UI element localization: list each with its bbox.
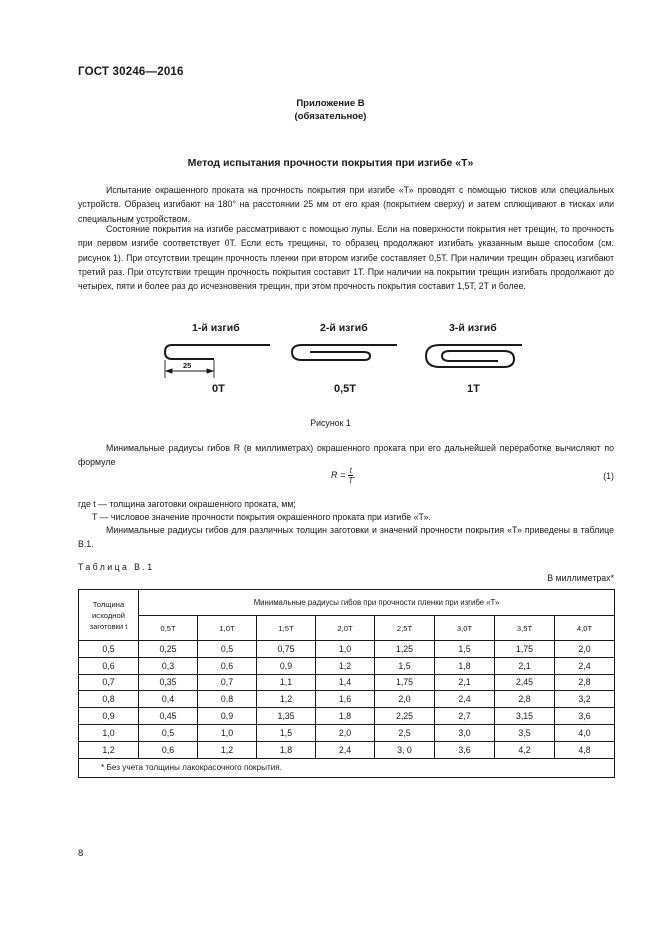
paragraph-2-text: Состояние покрытия на изгибе рассматривают с помощью лупы. Если на поверхности покрытия нет трещин, то прочность при первом изгибе соответствует 0Т. Если есть трещины, то образец продолжают изгибать указанным выше способом (см. рисунок 1). При отсутствии трещин прочность пленки при втором изгибе составляет 0,5Т. При наличии трещин образец изгибают третий раз. При отсутствии трещин прочность покрытия составит 1Т. При наличии на покрытии трещин изгибать продолжают до четырех, пяти и более раз до исчезновения трещин, при этом прочность покрытия составит 1,5Т, 2Т и более. [78,224,614,292]
column-header: 2,0Т [316,616,375,641]
formula-numerator: t [349,466,352,475]
formula-denominator: T [348,476,354,485]
formula-lhs: R = [331,469,346,480]
table-body [79,641,615,759]
column-header: 1,0Т [198,616,257,641]
bend-3-value: 1Т [467,383,480,395]
radius-cell: 1,75 [495,641,555,658]
radius-cell: 0,6 [198,657,257,674]
radius-cell: 3,0 [435,724,495,741]
table-row [79,691,615,708]
bend-2-label: 2-й изгиб [320,322,368,334]
radius-cell: 3,5 [495,724,555,741]
radius-cell: 3,6 [555,708,615,725]
bend-2-strip [292,345,397,360]
radius-cell: 0,5 [198,641,257,658]
radius-cell: 1,25 [375,641,435,658]
radius-cell: 4,8 [555,741,615,758]
radius-cell: 1,8 [435,657,495,674]
radius-cell: 1,8 [316,708,375,725]
radius-cell: 1,5 [257,724,316,741]
thickness-cell: 0,6 [79,657,139,674]
paragraph-3-text: Минимальные радиусы гибов R (в миллиметрах) окрашенного проката при его дальнейшей переработке вычисляют по формуле [78,443,614,468]
paragraph-6-text: Минимальные радиусы гибов для различных толщин заготовки и значений прочности покрытия «Т» приведены в таблице В.1. [78,525,614,550]
radius-cell: 2,5 [375,724,435,741]
radius-cell: 4,0 [555,724,615,741]
bend-1-value: 0Т [212,383,225,395]
radius-cell: 0,7 [198,674,257,691]
thickness-cell: 1,0 [79,724,139,741]
thickness-cell: 0,7 [79,674,139,691]
radius-cell: 2,8 [555,674,615,691]
first-column-header: Толщина исходной заготовки t [79,590,139,641]
table-units: В миллиметрах* [547,573,614,583]
radius-cell: 2,4 [316,741,375,758]
radius-cell: 2,0 [375,691,435,708]
column-header: 1,5Т [257,616,316,641]
table-row [79,674,615,691]
table-row [79,724,615,741]
table-row [79,641,615,658]
radius-cell: 2,4 [555,657,615,674]
radius-cell: 0,5 [139,724,198,741]
radius-cell: 0,8 [198,691,257,708]
radius-cell: 1,75 [375,674,435,691]
column-header: 3,0Т [435,616,495,641]
column-header: 0,5Т [139,616,198,641]
radius-cell: 0,45 [139,708,198,725]
radius-cell: 2,4 [435,691,495,708]
radius-cell: 2,8 [495,691,555,708]
table-label: Таблица В.1 [78,562,155,572]
page-number: 8 [78,848,84,859]
radius-cell: 1,8 [257,741,316,758]
dimension-label: 25 [183,361,192,370]
table-footnote: * Без учета толщины лакокрасочного покрытия. [79,758,615,777]
formula-number: (1) [603,471,614,481]
dim-arrow-right [207,369,213,373]
radius-cell: 2,0 [555,641,615,658]
appendix-label: Приложение В [296,98,365,109]
radius-cell: 0,9 [198,708,257,725]
paragraph-4: где t — толщина заготовки окрашенного проката, мм; [78,499,296,509]
paragraph-1 [78,183,614,226]
paragraph-6 [78,523,614,552]
radius-cell: 0,3 [139,657,198,674]
bend-1-label: 1-й изгиб [192,322,240,334]
column-header: 3,5Т [495,616,555,641]
radius-cell: 1,1 [257,674,316,691]
data-table [78,589,615,778]
radius-cell: 1,35 [257,708,316,725]
radius-cell: 1,2 [198,741,257,758]
radius-cell: 1,2 [316,657,375,674]
radius-cell: 0,6 [139,741,198,758]
bend-2-value: 0,5Т [334,383,357,395]
paragraph-2 [78,222,614,293]
span-header: Минимальные радиусы гибов при прочности пленки при изгибе «Т» [139,590,615,616]
radius-cell: 3,2 [555,691,615,708]
bend-3-label: 3-й изгиб [449,322,497,334]
radius-cell: 2,7 [435,708,495,725]
figure-1 [0,320,661,410]
radius-cell: 1,0 [316,641,375,658]
radius-cell: 3,6 [435,741,495,758]
thickness-cell: 1,2 [79,741,139,758]
radius-cell: 2,1 [435,674,495,691]
radius-cell: 1,4 [316,674,375,691]
column-header: 4,0Т [555,616,615,641]
dim-arrow-left [166,369,172,373]
table-row [79,741,615,758]
radius-cell: 1,5 [375,657,435,674]
formula: R = $\frac{t}{T}$ . [331,466,356,485]
bend-3-strip [426,345,522,367]
radius-cell: 2,25 [375,708,435,725]
appendix-heading [0,97,661,123]
column-header-row [79,616,615,641]
radius-cell: 0,75 [257,641,316,658]
radius-cell: 0,4 [139,691,198,708]
radius-cell: 0,35 [139,674,198,691]
radius-cell: 3, 0 [375,741,435,758]
radius-cell: 2,1 [495,657,555,674]
radius-cell: 2,0 [316,724,375,741]
figure-caption: Рисунок 1 [310,418,351,428]
document-header: ГОСТ 30246—2016 [78,66,184,78]
table-row [79,708,615,725]
radius-cell: 1,6 [316,691,375,708]
radius-cell: 0,25 [139,641,198,658]
radius-cell: 1,2 [257,691,316,708]
column-header: 2,5Т [375,616,435,641]
thickness-cell: 0,9 [79,708,139,725]
thickness-cell: 0,5 [79,641,139,658]
section-title: Метод испытания прочности покрытия при изгибе «Т» [187,157,474,169]
appendix-status: (обязательное) [294,111,367,122]
radius-cell: 0,9 [257,657,316,674]
table-row [79,657,615,674]
radius-cell: 1,0 [198,724,257,741]
radius-cell: 1,5 [435,641,495,658]
formula-fraction [348,466,353,485]
radius-cell: 2,45 [495,674,555,691]
radius-cell: 3,15 [495,708,555,725]
thickness-cell: 0,8 [79,691,139,708]
radius-cell: 4,2 [495,741,555,758]
paragraph-1-text: Испытание окрашенного проката на прочность покрытия при изгибе «Т» проводят с помощью тисков или специальных устройств. Образец изгибают на 180° на расстоянии 25 мм от его края (покрытием сверху) и затем сплющивают в тисках или специальным устройством. [78,185,614,224]
paragraph-5-text: T — числовое значение прочности покрытия окрашенного проката при изгибе «Т». [92,512,431,522]
bend-1-strip [165,345,270,359]
